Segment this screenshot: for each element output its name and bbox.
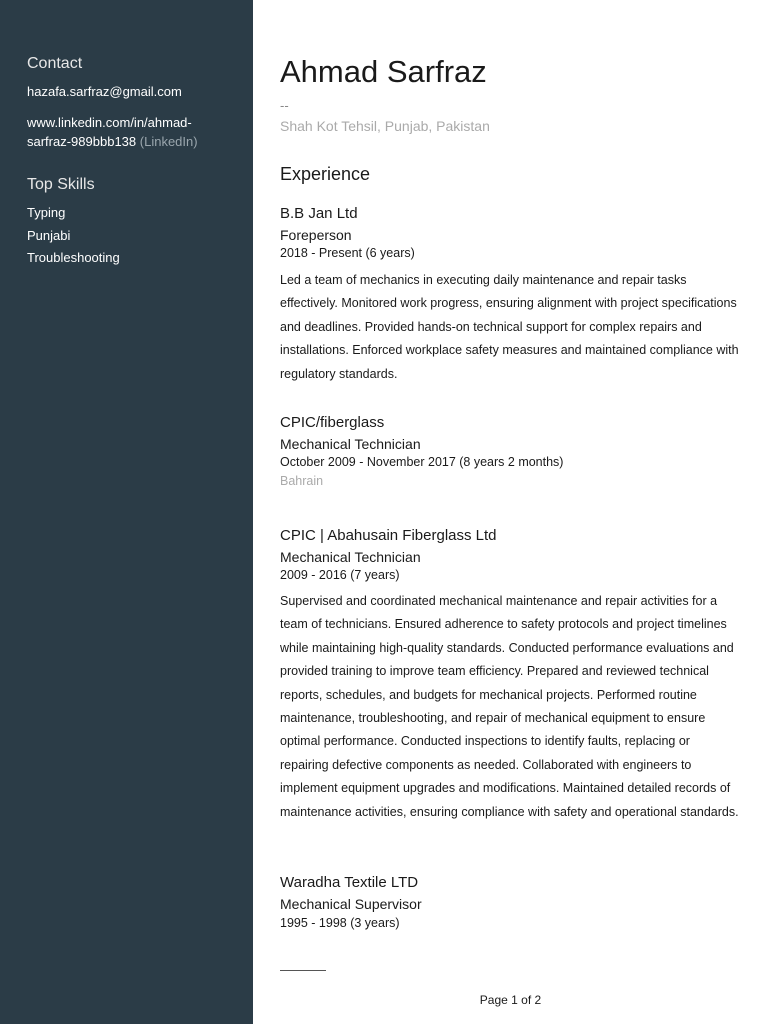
job-dates: 2009 - 2016 (7 years) [280, 568, 400, 582]
sidebar [0, 0, 253, 1024]
contact-heading: Contact [27, 55, 83, 72]
job-company: B.B Jan Ltd [280, 205, 358, 222]
job-location: Bahrain [280, 474, 324, 488]
headline: -- [280, 98, 289, 113]
linkedin-entry [27, 113, 232, 151]
linkedin-label: (LinkedIn) [139, 134, 198, 149]
linkedin-link[interactable]: www.linkedin.com/in/ahmad-sarfraz-989bbb138 [27, 115, 192, 149]
job-dates: 1995 - 1998 (3 years) [280, 916, 400, 930]
job-role: Mechanical Technician [280, 436, 421, 452]
job-company: CPIC/fiberglass [280, 414, 385, 431]
job-dates: October 2009 - November 2017 (8 years 2 months) [280, 455, 564, 469]
experience-heading: Experience [280, 164, 371, 184]
skills-heading: Top Skills [27, 176, 95, 193]
job-role: Mechanical Technician [280, 549, 421, 565]
job-description: Led a team of mechanics in executing daily maintenance and repair tasks effectively. Monitored work progress, ensuring alignment with project specifications and deadlines. Provided hands-on technical support for complex repairs and installations. Enforced workplace safety measures and maintained compliance with regulatory standards. [280, 273, 739, 381]
skill-item: Troubleshooting [27, 250, 120, 265]
footer-divider [280, 970, 326, 971]
email-link[interactable]: hazafa.sarfraz@gmail.com [27, 84, 182, 99]
job-company: CPIC | Abahusain Fiberglass Ltd [280, 527, 497, 544]
job-role: Mechanical Supervisor [280, 896, 422, 912]
person-name: Ahmad Sarfraz [280, 54, 487, 89]
location: Shah Kot Tehsil, Punjab, Pakistan [280, 118, 490, 134]
skill-item: Punjabi [27, 228, 71, 243]
job-description: Supervised and coordinated mechanical maintenance and repair activities for a team of technicians. Ensured adherence to safety protocols and project timelines while maintaining high-quality standards. Conducted performance evaluations and provided training to improve team efficiency. Prepared and reviewed technical reports, schedules, and budgets for mechanical projects. Performed routine maintenance, troubleshooting, and repair of mechanical equipment to ensure optimal performance. Conducted inspections to identify faults, replacing or repairing defective components as needed. Collaborated with engineers to implement equipment upgrades and modifications. Maintained detailed records of maintenance activities, ensuring compliance with safety and operational standards. [280, 594, 739, 819]
skill-item: Typing [27, 205, 66, 220]
job-role: Foreperson [280, 227, 352, 243]
page-indicator: Page 1 of 2 [479, 993, 542, 1007]
job-company: Waradha Textile LTD [280, 874, 419, 891]
job-dates: 2018 - Present (6 years) [280, 246, 415, 260]
